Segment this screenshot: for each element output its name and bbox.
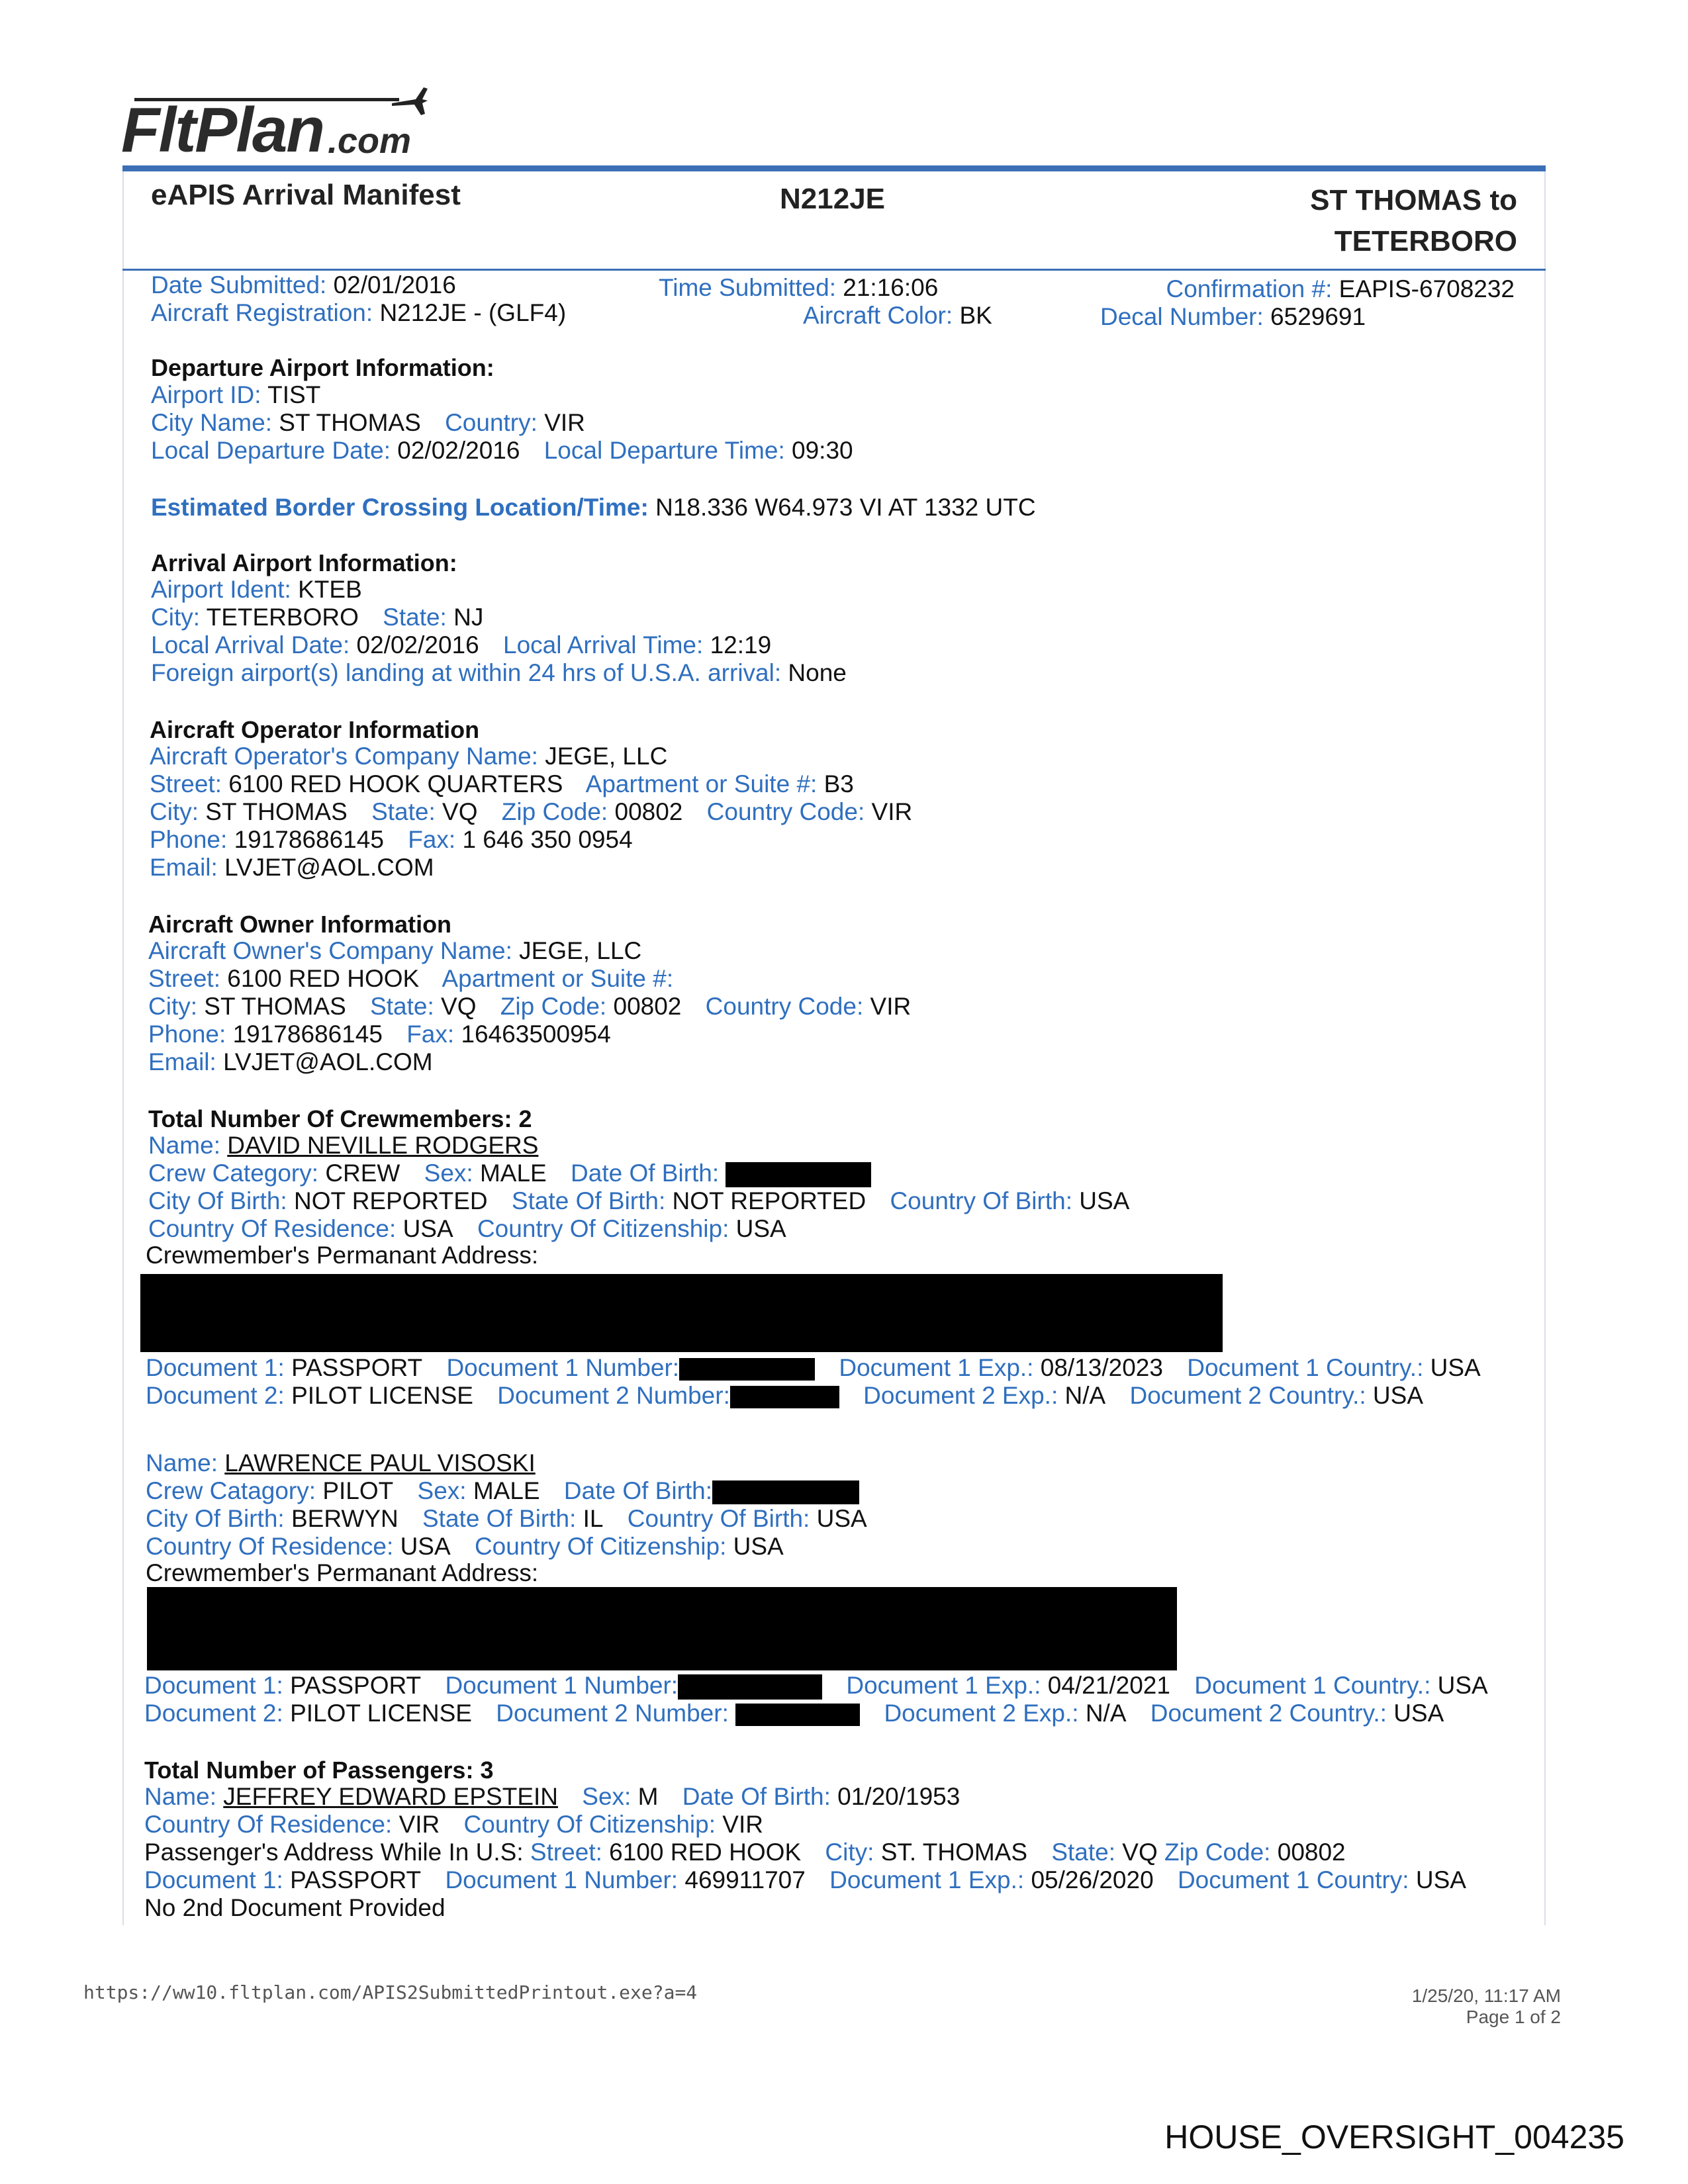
crew-1-document-1: Document 1: PASSPORT Document 1 Number: Document 1 Exp.: 08/13/2023 Document 1 Country.: USA xyxy=(146,1354,1481,1381)
operator-heading: Aircraft Operator Information xyxy=(150,716,480,743)
operator-city: City: ST THOMAS State: VQ Zip Code: 00802 Country Code: VIR xyxy=(150,798,913,825)
redaction-box xyxy=(735,1704,860,1726)
logo-text: FltPlan xyxy=(121,95,324,165)
time-submitted: Time Submitted: 21:16:06 xyxy=(659,274,939,301)
crew-2-address-label: Crewmember's Permanant Address: xyxy=(146,1559,539,1586)
crew-1-category: Crew Category: CREW Sex: MALE Date Of Birth: xyxy=(148,1160,871,1187)
passenger-1-residence: Country Of Residence: VIR Country Of Citizenship: VIR xyxy=(144,1811,763,1838)
logo-suffix: .com xyxy=(328,121,412,161)
decal-number: Decal Number: 6529691 xyxy=(1100,303,1366,330)
redaction-box xyxy=(678,1674,822,1700)
crew-1-address-label: Crewmember's Permanant Address: xyxy=(146,1242,539,1269)
owner-email: Email: LVJET@AOL.COM xyxy=(148,1048,433,1075)
confirmation-number: Confirmation #: EAPIS-6708232 xyxy=(1166,275,1515,302)
foreign-airports: Foreign airport(s) landing at within 24 hrs of U.S.A. arrival: None xyxy=(151,659,847,686)
crew-1-name: Name: DAVID NEVILLE RODGERS xyxy=(148,1132,539,1159)
aircraft-color: Aircraft Color: BK xyxy=(803,302,992,329)
passenger-1-no-doc2: No 2nd Document Provided xyxy=(144,1894,445,1921)
departure-date-time: Local Departure Date: 02/02/2016 Local Departure Time: 09:30 xyxy=(151,437,853,464)
footer-url: https://ww10.fltplan.com/APIS2SubmittedPrintout.exe?a=4 xyxy=(83,1981,698,2003)
passenger-1-address: Passenger's Address While In U.S: Street: 6100 RED HOOK City: ST. THOMAS State: VQ Zip Code: 00802 xyxy=(144,1839,1346,1866)
owner-heading: Aircraft Owner Information xyxy=(148,911,452,938)
crew-1-residence: Country Of Residence: USA Country Of Citizenship: USA xyxy=(148,1215,786,1242)
airplane-icon xyxy=(389,85,429,118)
header-bottom-rule xyxy=(122,269,1546,271)
operator-street: Street: 6100 RED HOOK QUARTERS Apartment or Suite #: B3 xyxy=(150,770,854,797)
aircraft-registration: Aircraft Registration: N212JE - (GLF4) xyxy=(151,299,567,326)
arrival-heading: Arrival Airport Information: xyxy=(151,549,457,576)
owner-street: Street: 6100 RED HOOK Apartment or Suite #: xyxy=(148,965,674,992)
owner-city: City: ST THOMAS State: VQ Zip Code: 00802 Country Code: VIR xyxy=(148,993,912,1020)
crew-2-category: Crew Catagory: PILOT Sex: MALE Date Of Birth: xyxy=(146,1477,859,1505)
passenger-1-document-1: Document 1: PASSPORT Document 1 Number: 469911707 Document 1 Exp.: 05/26/2020 Document 1 Country: USA xyxy=(144,1866,1466,1893)
arrival-date-time: Local Arrival Date: 02/02/2016 Local Arrival Time: 12:19 xyxy=(151,631,772,659)
owner-company: Aircraft Owner's Company Name: JEGE, LLC xyxy=(148,937,642,964)
redaction-box xyxy=(679,1358,815,1381)
manifest-title: eAPIS Arrival Manifest xyxy=(151,179,461,211)
departure-airport-id: Airport ID: TIST xyxy=(151,381,321,408)
departure-city-country: City Name: ST THOMAS Country: VIR xyxy=(151,409,585,436)
redaction-box xyxy=(140,1274,1223,1352)
owner-phone: Phone: 19178686145 Fax: 16463500954 xyxy=(148,1021,611,1048)
bates-number: HOUSE_OVERSIGHT_004235 xyxy=(1164,2118,1624,2156)
crew-2-residence: Country Of Residence: USA Country Of Citizenship: USA xyxy=(146,1533,784,1560)
date-submitted: Date Submitted: 02/01/2016 xyxy=(151,271,456,298)
fltplan-logo xyxy=(121,79,439,165)
crew-1-birth: City Of Birth: NOT REPORTED State Of Birth: NOT REPORTED Country Of Birth: USA xyxy=(148,1187,1130,1214)
redaction-box xyxy=(726,1162,871,1187)
header-top-rule xyxy=(122,165,1546,171)
redaction-box xyxy=(712,1480,859,1504)
footer-page-number: Page 1 of 2 xyxy=(1466,2007,1561,2027)
arrival-airport-ident: Airport Ident: KTEB xyxy=(151,576,362,603)
crew-count-heading: Total Number Of Crewmembers: 2 xyxy=(148,1105,532,1132)
crew-2-document-1: Document 1: PASSPORT Document 1 Number: Document 1 Exp.: 04/21/2021 Document 1 Country.: USA xyxy=(144,1672,1488,1699)
redaction-box xyxy=(147,1587,1177,1670)
route-line-2: TETERBORO xyxy=(1334,225,1517,257)
crew-2-document-2: Document 2: PILOT LICENSE Document 2 Number: Document 2 Exp.: N/A Document 2 Country.: USA xyxy=(144,1700,1444,1727)
border-crossing: Estimated Border Crossing Location/Time: N18.336 W64.973 VI AT 1332 UTC xyxy=(151,494,1036,521)
passenger-1-name: Name: JEFFREY EDWARD EPSTEIN Sex: M Date Of Birth: 01/20/1953 xyxy=(144,1783,961,1810)
route-line-1: ST THOMAS to xyxy=(1310,184,1517,216)
operator-phone: Phone: 19178686145 Fax: 1 646 350 0954 xyxy=(150,826,633,853)
crew-2-birth: City Of Birth: BERWYN State Of Birth: IL Country Of Birth: USA xyxy=(146,1505,867,1532)
tail-number: N212JE xyxy=(780,183,886,215)
footer-datetime: 1/25/20, 11:17 AM xyxy=(1411,1985,1561,2006)
crew-1-document-2: Document 2: PILOT LICENSE Document 2 Number: Document 2 Exp.: N/A Document 2 Country.: USA xyxy=(146,1382,1423,1409)
departure-heading: Departure Airport Information: xyxy=(151,354,494,381)
passenger-count-heading: Total Number of Passengers: 3 xyxy=(144,1756,494,1784)
arrival-city-state: City: TETERBORO State: NJ xyxy=(151,604,484,631)
operator-company: Aircraft Operator's Company Name: JEGE, LLC xyxy=(150,743,668,770)
operator-email: Email: LVJET@AOL.COM xyxy=(150,854,434,881)
crew-2-name: Name: LAWRENCE PAUL VISOSKI xyxy=(146,1449,536,1477)
page-left-border xyxy=(122,171,124,1925)
page-right-border xyxy=(1544,171,1546,1925)
redaction-box xyxy=(730,1386,839,1408)
